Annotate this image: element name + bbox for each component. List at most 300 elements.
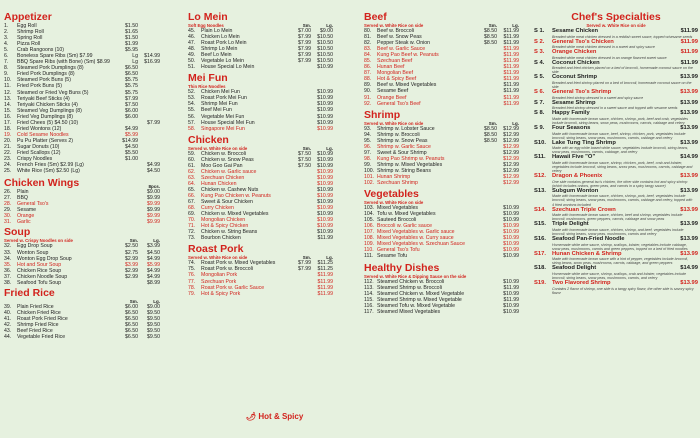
item-number: 17.: [4, 119, 12, 126]
lomein-header-row: [188, 12, 333, 23]
roastpork-title: Roast Pork: [188, 243, 244, 256]
item-price-large: $14.99: [144, 53, 160, 60]
item-name: Singapore Mei Fun: [201, 125, 245, 132]
item-price-small: $5.99: [125, 131, 138, 138]
item-price-small: $10.99: [503, 211, 519, 218]
item-number: 42.: [4, 321, 12, 328]
item-name: Orange: [17, 213, 35, 220]
item-number: 90.: [364, 88, 372, 95]
item-name: Chicken Lo Mein: [201, 34, 240, 41]
item-number: 22.: [4, 149, 12, 156]
chef-item: [534, 236, 698, 243]
item-name: Vegetable Lo Mein: [201, 58, 244, 65]
menu-item: [4, 334, 160, 340]
wings-header-row: [4, 178, 160, 189]
item-name: Shrimp w. Mixed Vegetables: [377, 161, 443, 168]
item-number: 6.: [4, 53, 9, 60]
item-name: Curry Chicken: [201, 205, 234, 212]
item-price-small: $6.50: [125, 309, 138, 316]
item-price-small: $9.99: [147, 213, 160, 220]
chef-item-price: $14.99: [680, 265, 698, 272]
item-number: 32.: [4, 243, 12, 250]
item-price-small: $10.99: [503, 278, 519, 285]
chef-item-description: Contains 2 flavor of shrimp, one side is a tangy spicy flavor, the other side is savory spicy flavor: [552, 286, 694, 295]
chef-item-price: $13.99: [680, 74, 698, 81]
item-number: 89.: [364, 82, 372, 89]
item-number: 15.: [4, 107, 12, 114]
item-number: 101.: [364, 173, 375, 180]
item-price-small: $2.99: [125, 267, 138, 274]
item-price-large: $12.99: [503, 149, 519, 156]
item-name: Chicken w. Garlic sauce: [201, 168, 257, 175]
item-name: Wonton Egg Drop Soup: [17, 255, 72, 262]
item-price-small: $6.00: [125, 107, 138, 114]
hot-spicy-legend: [246, 412, 303, 421]
menu-item: [188, 291, 333, 297]
item-number: 83.: [364, 46, 372, 53]
item-number: 93.: [364, 125, 372, 132]
item-number: 25.: [4, 168, 12, 175]
item-name: Beef w. Broccoli: [377, 28, 414, 34]
soup-size-large: Lg.: [153, 238, 160, 244]
item-price-small: $9.99: [147, 201, 160, 208]
item-price-large: $10.99: [317, 168, 333, 175]
item-number: 73.: [188, 235, 196, 242]
section-beef: [364, 12, 519, 107]
friedrice-header-row: [4, 288, 160, 299]
chef-item-price: $13.99: [680, 280, 698, 287]
item-name: BBQ Spare Ribs (with Bone) (Sm) $8.99: [17, 59, 110, 66]
item-price-large: $11.25: [317, 266, 333, 273]
item-name: Broccoli w. Garlic sauce: [377, 223, 433, 230]
menu-item: [4, 219, 160, 225]
item-number: 56.: [188, 113, 196, 120]
item-price-large: $11.99: [503, 76, 519, 83]
item-name: Wonton Soup: [17, 249, 49, 256]
item-name: French Fries (Sm) $2.99 (Lg): [17, 162, 84, 169]
chef-item: [534, 28, 698, 35]
item-name: Hot & Spicy Beef: [377, 76, 417, 83]
item-price-small: $10.99: [317, 101, 333, 108]
lomein-subtitle: Soft Egg Noodles: [188, 23, 224, 28]
item-name: Sesame: [17, 207, 37, 214]
chef-item-number: S11.: [534, 154, 546, 161]
vegetables-title: Vegetables: [364, 188, 419, 201]
item-price-small: $5.75: [125, 77, 138, 84]
item-price-small: $9.99: [147, 219, 160, 226]
item-number: 13.: [4, 95, 12, 102]
item-number: 74.: [188, 260, 196, 267]
item-name: Fried Veg Dumplings (8): [17, 113, 73, 120]
item-number: 85.: [364, 58, 372, 65]
chef-item-number: S14.: [534, 206, 546, 213]
chef-item: [534, 173, 698, 180]
item-number: 23.: [4, 156, 12, 163]
chef-item-price: $11.99: [680, 59, 698, 66]
item-price-small: Lg: [132, 59, 138, 66]
item-price-large: $4.99: [147, 273, 160, 280]
item-price-small: $7.00: [298, 28, 311, 34]
item-name: Seafood Tofu Soup: [17, 279, 62, 286]
item-name: Mixed Vegetables: [377, 205, 418, 212]
item-price-large: $12.99: [503, 161, 519, 168]
item-name: White Rice (Sm) $2.50 (Lg): [17, 168, 80, 175]
item-name: Roast Pork w. Garlic Sauce: [201, 284, 265, 291]
menu-item: [188, 235, 333, 241]
roastpork-header-row: [188, 244, 333, 255]
item-price-small: $2.50: [125, 243, 138, 250]
item-number: 79.: [188, 290, 196, 297]
chef-item: [534, 89, 698, 96]
item-name: Shrimp Mei Fun: [201, 101, 238, 108]
chef-item-name: General Tso's Shrimp: [552, 89, 612, 96]
item-price-small: $10.99: [503, 308, 519, 315]
menu-item: [364, 180, 519, 186]
item-number: 20.: [4, 137, 12, 144]
section-roastpork: [188, 244, 333, 296]
item-price-small: $6.50: [125, 327, 138, 334]
item-name: Roast Pork Fried Rice: [17, 315, 68, 322]
item-number: 84.: [364, 52, 372, 59]
item-number: 40.: [4, 309, 12, 316]
item-number: 14.: [4, 101, 12, 108]
item-price-large: $11.99: [317, 235, 333, 242]
item-number: 24.: [4, 162, 12, 169]
item-name: Steamed Chicken w. Broccoli: [377, 278, 445, 285]
chef-item-description: Breaded and fried chicken placed on a bed of broccoli, homemade coconut sauce on the side: [552, 66, 693, 75]
item-price-large: $12.99: [503, 137, 519, 144]
chef-item-number: S18.: [534, 265, 546, 272]
chef-item-description: Breaded fried shrimp dressed in a sweet and spicy sauce: [552, 95, 644, 100]
item-price-small: $2.99: [125, 273, 138, 280]
item-price-small: $7.50: [298, 162, 311, 169]
item-name: Plain Fried Rice: [17, 303, 54, 310]
item-number: 21.: [4, 143, 12, 150]
item-number: 35.: [4, 261, 12, 268]
chef-item: [534, 49, 698, 56]
chef-item-name: Hunan Chicken & Shrimp: [552, 250, 622, 257]
item-name: Steamed or Fried Veg Buns (5): [17, 89, 89, 96]
shrimp-subtitle: Served w. White Rice on side: [364, 120, 424, 126]
item-price-small: $7.99: [298, 52, 311, 59]
meifun-subtitle: Thin Rice Noodles: [188, 84, 226, 90]
item-price-small: $7.50: [125, 101, 138, 108]
item-name: Sesame Beef: [377, 88, 409, 95]
item-number: 82.: [364, 40, 372, 47]
chef-item: [534, 154, 698, 161]
chef-item-number: S 9.: [534, 125, 545, 132]
chef-item-description: Made with homemade brown sauce with a hint of pepper, vegetables include broccoli, string beans, snow peas, mushrooms, carrots, cabbage, and green peppers: [552, 257, 689, 266]
item-price-large: $11.99: [503, 82, 519, 89]
item-number: 102.: [364, 180, 375, 187]
item-name: Mongolian Chicken: [201, 217, 246, 224]
item-number: 41.: [4, 315, 12, 322]
lomein-title: Lo Mein: [188, 11, 228, 23]
column-3: [364, 12, 519, 315]
chef-item-name: Happy Family: [552, 110, 590, 117]
item-price-small: $1.65: [125, 29, 138, 36]
menu-item: [364, 101, 519, 107]
item-price-small: $6.50: [125, 334, 138, 341]
chef-item-description: Made with homemade brown sauce, chicken, beef and shrimp, vegetables include broccoli, mushrooms, green peppers, carrots, cabbage and snow peas: [552, 213, 683, 222]
item-number: 47.: [188, 40, 196, 47]
chef-item-number: S15.: [534, 221, 546, 228]
chef-item-number: S 4.: [534, 59, 545, 66]
chef-item-number: S 2.: [534, 38, 545, 45]
chef-item: [534, 280, 698, 287]
item-name: Roast Pork w. Broccoli: [201, 266, 253, 273]
item-number: 10.: [4, 77, 12, 84]
item-number: 33.: [4, 249, 12, 256]
item-price-large: $12.99: [503, 173, 519, 180]
item-price-small: $10.99: [317, 125, 333, 132]
chef-item-number: S17.: [534, 250, 546, 257]
item-name: Teriyaki Chicken Sticks (4): [17, 101, 78, 108]
item-price-large: $10.99: [317, 211, 333, 218]
chef-item-description: Breaded white meat chicken dressed in an orange flavored sweet sauce: [552, 55, 667, 60]
chef-item-price: $13.99: [680, 89, 698, 96]
item-number: 66.: [188, 192, 196, 199]
chef-item-name: Seafood Delight: [552, 265, 597, 272]
item-number: 113.: [364, 284, 374, 291]
item-name: Beef w. Garlic Sauce: [377, 46, 426, 53]
item-name: Steamed Shrimp w. Broccoli: [377, 284, 442, 291]
item-price-small: $10.99: [317, 89, 333, 96]
beef-header-row: [364, 12, 519, 23]
item-price-large: $12.99: [503, 180, 519, 187]
item-number: 92.: [364, 100, 372, 107]
item-price-small: $5.75: [125, 83, 138, 90]
item-price-small: $7.99: [298, 34, 311, 41]
section-shrimp: [364, 110, 519, 186]
chef-item-description: Breaded and fried shrimp placed on a bed of broccoli, homemade coconut sauce on the side: [552, 80, 692, 90]
item-price-small: $1.50: [125, 35, 138, 42]
item-name: Roast Pork w. Mixed Vegetables: [201, 260, 276, 267]
item-price-small: $10.99: [503, 241, 519, 248]
item-name: Chicken w. Broccoli: [201, 150, 246, 157]
chef-item: [534, 221, 698, 228]
item-price-large: $9.50: [147, 327, 160, 334]
item-name: Steamed Chicken w. Mixed Vegetable: [377, 290, 465, 297]
item-name: Steamed Pork Buns (5): [17, 77, 71, 84]
chef-item-number: S10.: [534, 139, 546, 146]
chef-item-name: Lake Tung Ting Shrimp: [552, 139, 616, 146]
item-price-large: $10.99: [317, 199, 333, 206]
item-number: 39.: [4, 303, 12, 310]
wings-title: Chicken Wings: [4, 177, 80, 190]
chef-item-number: S 5.: [534, 74, 545, 81]
item-price-small: $3.99: [125, 261, 138, 268]
chef-item-description: Homemade white wine sauce, shrimp, scallops, lobster, vegetables include cabbage, snow peas, mushrooms, carrots and green peppers, topped on a bed of fried noodles: [552, 242, 688, 251]
item-number: 31.: [4, 219, 12, 226]
item-price-small: $10.99: [503, 205, 519, 212]
item-price-large: $11.99: [503, 94, 519, 101]
item-name: Teriyaki Beef Sticks (4): [17, 95, 70, 102]
item-price-small: $10.99: [317, 113, 333, 120]
item-price-small: $10.99: [503, 290, 519, 297]
item-name: Steamed Pork Dumplings (8): [17, 65, 84, 72]
chef-specialties-subtitle: Served w. White Rice on side: [586, 23, 646, 28]
item-number: 27.: [4, 195, 12, 202]
column-4: [534, 12, 698, 295]
item-number: 3.: [4, 35, 9, 42]
appetizer-header-row: [4, 12, 160, 23]
item-price-small: $7.99: [298, 266, 311, 273]
item-name: Hot and Sour Soup: [17, 261, 62, 268]
chef-item-price: $13.99: [680, 187, 698, 194]
item-name: Sweet & Sour Chicken: [201, 199, 253, 206]
chef-item-price: $13.99: [680, 173, 698, 180]
item-number: 105.: [364, 217, 375, 224]
item-number: 9.: [4, 71, 9, 78]
item-name: Pizza Roll: [17, 41, 41, 48]
item-price-large: $10.99: [317, 174, 333, 181]
item-number: 94.: [364, 131, 372, 138]
item-number: 5.: [4, 47, 9, 54]
item-name: Chicken w. Snow Peas: [201, 156, 254, 163]
item-price-small: $10.99: [503, 217, 519, 224]
soup-size-small: Sm.: [129, 238, 138, 244]
item-name: General Tso's: [17, 201, 49, 208]
meifun-header-row: [188, 73, 333, 84]
item-price-small: $9.00: [147, 189, 160, 196]
item-number: 60.: [188, 156, 196, 163]
item-name: Chicken w. Cashew Nuts: [201, 186, 259, 193]
item-price-large: $11.99: [503, 28, 519, 34]
chef-item-name: Coconut Chicken: [552, 59, 600, 66]
chef-item-price: $13.99: [680, 236, 698, 243]
friedrice-title: Fried Rice: [4, 286, 55, 299]
item-price-small: $7.99: [125, 95, 138, 102]
item-name: Steamed Veg Dumplings (8): [17, 107, 82, 114]
item-price-small: $10.99: [317, 95, 333, 102]
chef-item-name: Seafood Pan-Fried Noodle: [552, 236, 625, 243]
item-number: 50.: [188, 58, 196, 65]
item-number: 49.: [188, 52, 196, 59]
chef-item-description: Homemade white wine sauce, shrimp, scallops, crab and lobster, vegetables include broccoli, string beans, snow peas, mushrooms, carrots, and celery: [552, 271, 687, 280]
chef-item-price: $13.99: [680, 125, 698, 132]
item-number: 111.: [364, 253, 374, 260]
item-price-small: $7.99: [298, 40, 311, 47]
chef-item: [534, 110, 698, 117]
item-price-large: $11.99: [503, 34, 519, 41]
item-name: Orange Beef: [377, 94, 407, 101]
item-name: Chicken w. String Beans: [201, 229, 258, 236]
item-number: 67.: [188, 199, 196, 206]
section-vegetables: [364, 189, 519, 259]
item-price-small: $6.50: [125, 321, 138, 328]
item-name: Roast Pork Mei Fun: [201, 95, 247, 102]
item-number: 86.: [364, 64, 372, 71]
item-name: House Special Lo Mein: [201, 64, 255, 71]
item-name: Sugar Donuts (10): [17, 143, 60, 150]
item-number: 48.: [188, 46, 196, 53]
item-price-large: $11.99: [317, 272, 333, 279]
chef-item-name: General Tso's Chicken: [552, 38, 614, 45]
chef-item-number: S19.: [534, 280, 546, 287]
chicken-header-row: [188, 135, 333, 146]
chef-item-price: $13.99: [680, 110, 698, 117]
item-number: 72.: [188, 229, 196, 236]
chef-item-number: S 8.: [534, 110, 545, 117]
item-name: Hunan Beef: [377, 64, 405, 71]
menu-item: [188, 64, 333, 70]
item-price-large: $9.50: [147, 321, 160, 328]
item-price-small: $10.99: [503, 247, 519, 254]
item-price-small: $7.50: [298, 150, 311, 157]
item-price-large: $11.99: [503, 58, 519, 65]
item-price-small: $6.50: [125, 315, 138, 322]
chef-item-price: $11.99: [680, 49, 698, 56]
item-name: General Tso's Tofu: [377, 247, 420, 254]
lomein-size-small: Sm.: [302, 23, 311, 28]
appetizer-title: Appetizer: [4, 11, 52, 23]
chef-item-number: S13.: [534, 187, 546, 194]
item-name: Shrimp Roll: [17, 29, 44, 36]
item-number: 117.: [364, 308, 374, 315]
item-price-small: $7.99: [298, 58, 311, 65]
item-number: 96.: [364, 143, 372, 150]
chef-item-name: Coconut Shrimp: [552, 74, 598, 81]
item-name: Steamed Tofu w. Mixed Vegetable: [377, 302, 456, 309]
chef-item-name: Subgum Wonton: [552, 187, 599, 194]
item-name: Mixed Vegetables w. Garlic sauce: [377, 229, 455, 236]
item-price-small: $5.50: [125, 149, 138, 156]
item-price-large: $10.50: [317, 52, 333, 59]
menu-item: [364, 309, 519, 315]
beef-title: Beef: [364, 11, 387, 23]
item-number: 81.: [364, 34, 372, 41]
item-number: 62.: [188, 168, 196, 175]
item-name: Szechuan Chicken: [201, 174, 245, 181]
item-price-large: $11.99: [503, 88, 519, 95]
item-price-large: $4.50: [147, 249, 160, 256]
item-price-small: $6.00: [125, 303, 138, 310]
item-number: 112.: [364, 278, 374, 285]
item-number: 100.: [364, 167, 375, 174]
item-price-small: $9.99: [147, 195, 160, 202]
chef-item: [534, 125, 698, 132]
healthy-subtitle: Served w. White Rice & Dipping Sauce on the side: [364, 273, 467, 279]
chef-item-price: $11.99: [680, 28, 698, 34]
item-price-small: $7.50: [298, 156, 311, 163]
item-name: Plain Lo Mein: [201, 28, 233, 34]
chef-item-price: $14.99: [680, 154, 698, 161]
item-name: Szechuan Beef: [377, 58, 413, 65]
item-price-small: $7.99: [298, 260, 311, 267]
item-price-small: $10.99: [503, 235, 519, 242]
item-price-large: $4.50: [147, 168, 160, 175]
item-price-large: $11.99: [503, 40, 519, 47]
item-number: 38.: [4, 279, 12, 286]
vegetables-header-row: [364, 189, 519, 200]
item-name: Beef Lo Mein: [201, 52, 232, 59]
item-name: Sesame Tofu: [377, 253, 408, 260]
item-price-large: $11.99: [503, 52, 519, 59]
section-lomein: [188, 12, 333, 70]
item-price-small: $10.99: [317, 107, 333, 114]
section-appetizer: [4, 12, 160, 174]
item-price-large: $10.99: [317, 186, 333, 193]
item-number: 88.: [364, 76, 372, 83]
item-name: Fried Chees (5) $4.50 (10): [17, 119, 79, 126]
item-name: Shrimp Lo Mein: [201, 46, 238, 53]
item-price-large: $4.99: [147, 255, 160, 262]
pepper-icon: 🌶: [246, 412, 257, 421]
item-number: 87.: [364, 70, 372, 77]
item-price-small: $5.95: [125, 47, 138, 54]
item-price-large: $10.99: [317, 162, 333, 169]
